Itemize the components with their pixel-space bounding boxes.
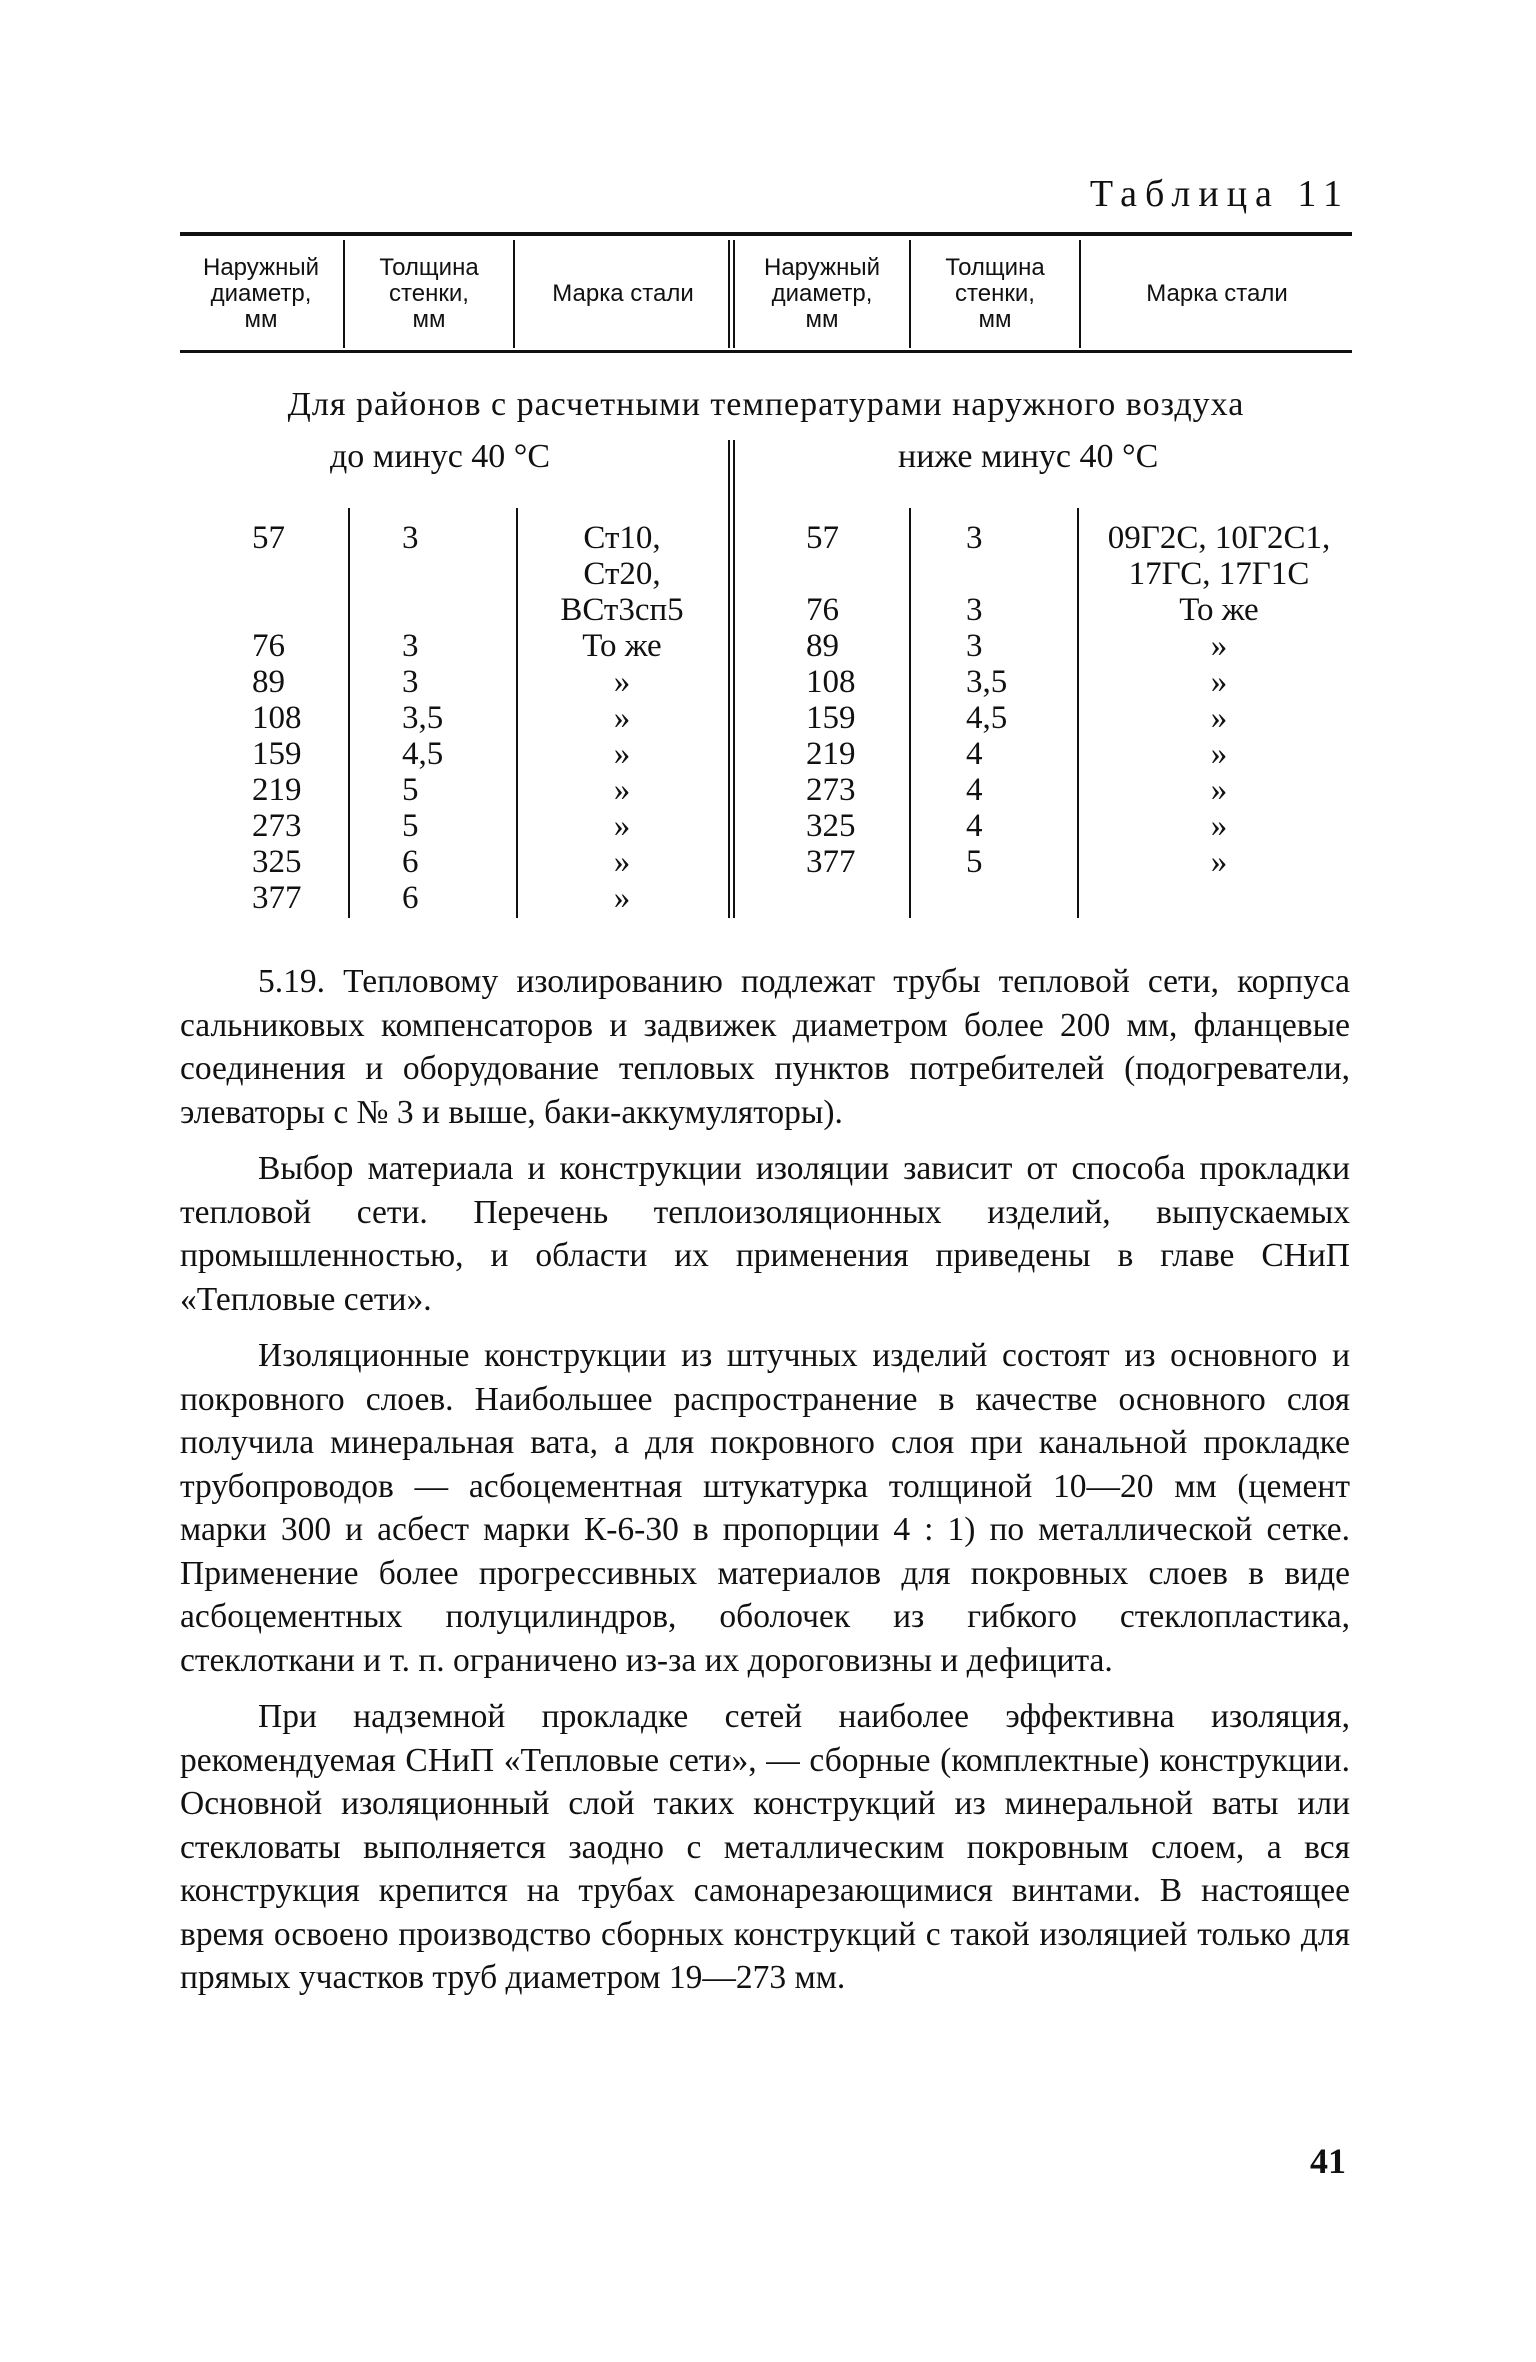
right-diameter-column xyxy=(806,520,896,880)
table-cell: 4 xyxy=(966,808,983,844)
table-cell: » xyxy=(1210,808,1228,844)
table-cell: 3 xyxy=(402,628,419,664)
table-cell xyxy=(806,556,896,592)
right-thickness-column xyxy=(966,520,1056,880)
table-cell: 5 xyxy=(966,844,983,880)
table-cell: 273 xyxy=(252,808,302,844)
table-cell: 3 xyxy=(966,628,983,664)
table-cell: » xyxy=(613,808,631,844)
table-cell: » xyxy=(613,880,631,916)
table-cell: 325 xyxy=(252,844,302,880)
group-right-label: ниже минус 40 °С xyxy=(898,438,1159,475)
table-cell: 4,5 xyxy=(402,736,444,772)
left-grade-column xyxy=(522,520,722,916)
table-cell: 377 xyxy=(252,880,302,916)
header-grade-right: Марка стали xyxy=(1146,280,1288,307)
header-thickness-right: Толщина стенки, мм xyxy=(945,254,1045,333)
table-cell: 4 xyxy=(966,772,983,808)
header-divider xyxy=(733,240,735,348)
table-cell: 76 xyxy=(252,628,285,664)
left-thickness-column xyxy=(402,520,492,916)
body-divider xyxy=(733,440,735,918)
body-text xyxy=(180,960,1350,2013)
table-cell: То же xyxy=(1179,592,1259,628)
table-cell: 76 xyxy=(806,592,839,628)
table-cell: » xyxy=(613,844,631,880)
table-cell: » xyxy=(613,700,631,736)
table-cell: 219 xyxy=(806,736,856,772)
header-divider xyxy=(343,240,345,348)
table-cell xyxy=(252,592,332,628)
table-cell: » xyxy=(1210,844,1228,880)
table-cell: » xyxy=(1210,736,1228,772)
table-cell: 5 xyxy=(402,808,419,844)
table-cell xyxy=(966,556,1056,592)
table-cell: 57 xyxy=(252,520,285,556)
table-cell: Ст20, xyxy=(583,556,661,592)
table-cell: 273 xyxy=(806,772,856,808)
group-title: Для районов с расчетными температурами наружного воздуха xyxy=(287,386,1245,423)
table-top-rule xyxy=(180,232,1352,236)
table-cell: То же xyxy=(582,628,662,664)
table-cell: ВСт3сп5 xyxy=(560,592,684,628)
table-cell: 108 xyxy=(252,700,302,736)
table-cell: » xyxy=(1210,700,1228,736)
body-divider xyxy=(516,508,518,918)
table-cell: 108 xyxy=(806,664,856,700)
paragraph: Изоляционные конструкции из штучных изделий состоят из основного и покровного слоев. Наибольшее распространение в качестве основного слоя получила минеральная вата, а для покровного слоя при канальной прокладке трубопроводов — асбоцементная штукатурка толщиной 10—20 мм (цемент марки 300 и асбест марки К-6-30 в пропорции 4 : 1) по металлической сетке. Применение более прогрессивных материалов для покровных слоев в виде асбоцементных полуцилиндров, оболочек из гибкого стеклопластика, стеклоткани и т. п. ограничено из-за их дороговизны и дефицита. xyxy=(180,1337,1350,1679)
table-cell: 377 xyxy=(806,844,856,880)
table-caption: Таблица 11 xyxy=(1089,173,1350,215)
table-cell: 17ГС, 17Г1С xyxy=(1128,556,1310,592)
body-divider xyxy=(909,508,911,918)
table-cell: Ст10, xyxy=(583,520,661,556)
table-cell: 325 xyxy=(806,808,856,844)
table-cell: » xyxy=(613,736,631,772)
table-cell xyxy=(252,556,332,592)
table-cell: 09Г2С, 10Г2С1, xyxy=(1107,520,1331,556)
table-cell: 3 xyxy=(966,592,983,628)
table-cell: 159 xyxy=(806,700,856,736)
right-grade-column xyxy=(1084,520,1354,880)
header-divider xyxy=(513,240,515,348)
left-diameter-column xyxy=(252,520,332,916)
table-cell: 3,5 xyxy=(966,664,1008,700)
header-divider xyxy=(909,240,911,348)
header-diameter-right: Наружный диаметр, мм xyxy=(764,254,880,333)
table-cell: » xyxy=(1210,664,1228,700)
table-cell: 57 xyxy=(806,520,839,556)
table-cell: 5 xyxy=(402,772,419,808)
page-number: 41 xyxy=(1310,2141,1346,2181)
table-cell: 89 xyxy=(252,664,285,700)
paragraph: Выбор материала и конструкции изоляции зависит от способа прокладки тепловой сети. Перечень теплоизоляционных изделий, выпускаемых промышленностью, и области их применения приведены в главе СНиП «Тепловые сети». xyxy=(180,1150,1350,1318)
table-cell: 159 xyxy=(252,736,302,772)
table-cell: » xyxy=(613,772,631,808)
table-cell: 4,5 xyxy=(966,700,1008,736)
table-cell: 3 xyxy=(966,520,983,556)
table-cell: 3 xyxy=(402,664,419,700)
header-divider xyxy=(1079,240,1081,348)
table-cell: 6 xyxy=(402,844,419,880)
body-divider xyxy=(728,440,730,918)
group-left-label: до минус 40 °С xyxy=(330,438,551,475)
header-grade-left: Марка стали xyxy=(552,280,694,307)
table-cell: 89 xyxy=(806,628,839,664)
paragraph: При надземной прокладке сетей наиболее эффективна изоляция, рекомендуемая СНиП «Тепловые сети», — сборные (комплектные) конструкции. Основной изоляционный слой таких конструкций из минеральной ваты или стекловаты выполняется заодно с металлическим покровным слоем, а вся конструкция крепится на трубах самонарезающимися винтами. В настоящее время освоено производство сборных конструкций с такой изоляцией только для прямых участков труб диаметром 19—273 мм. xyxy=(180,1698,1350,1996)
header-diameter-left: Наружный диаметр, мм xyxy=(203,254,319,333)
table-cell: 3,5 xyxy=(402,700,444,736)
header-thickness-left: Толщина стенки, мм xyxy=(379,254,479,333)
table-cell: » xyxy=(1210,772,1228,808)
table-cell: 3 xyxy=(402,520,419,556)
table-cell: » xyxy=(613,664,631,700)
body-divider xyxy=(1077,508,1079,918)
table-cell: 4 xyxy=(966,736,983,772)
table-cell xyxy=(402,556,492,592)
paragraph: 5.19. Тепловому изолированию подлежат трубы тепловой сети, корпуса сальниковых компенсаторов и задвижек диаметром более 200 мм, фланцевые соединения и оборудование тепловых пунктов потребителей (подогреватели, элеваторы с № 3 и выше, баки-аккумуляторы). xyxy=(180,963,1350,1131)
table-cell: 219 xyxy=(252,772,302,808)
table-cell: 6 xyxy=(402,880,419,916)
table-cell xyxy=(402,592,492,628)
body-divider xyxy=(348,508,350,918)
table-cell: » xyxy=(1210,628,1228,664)
table-header-rule xyxy=(180,350,1352,353)
header-divider xyxy=(728,240,730,348)
